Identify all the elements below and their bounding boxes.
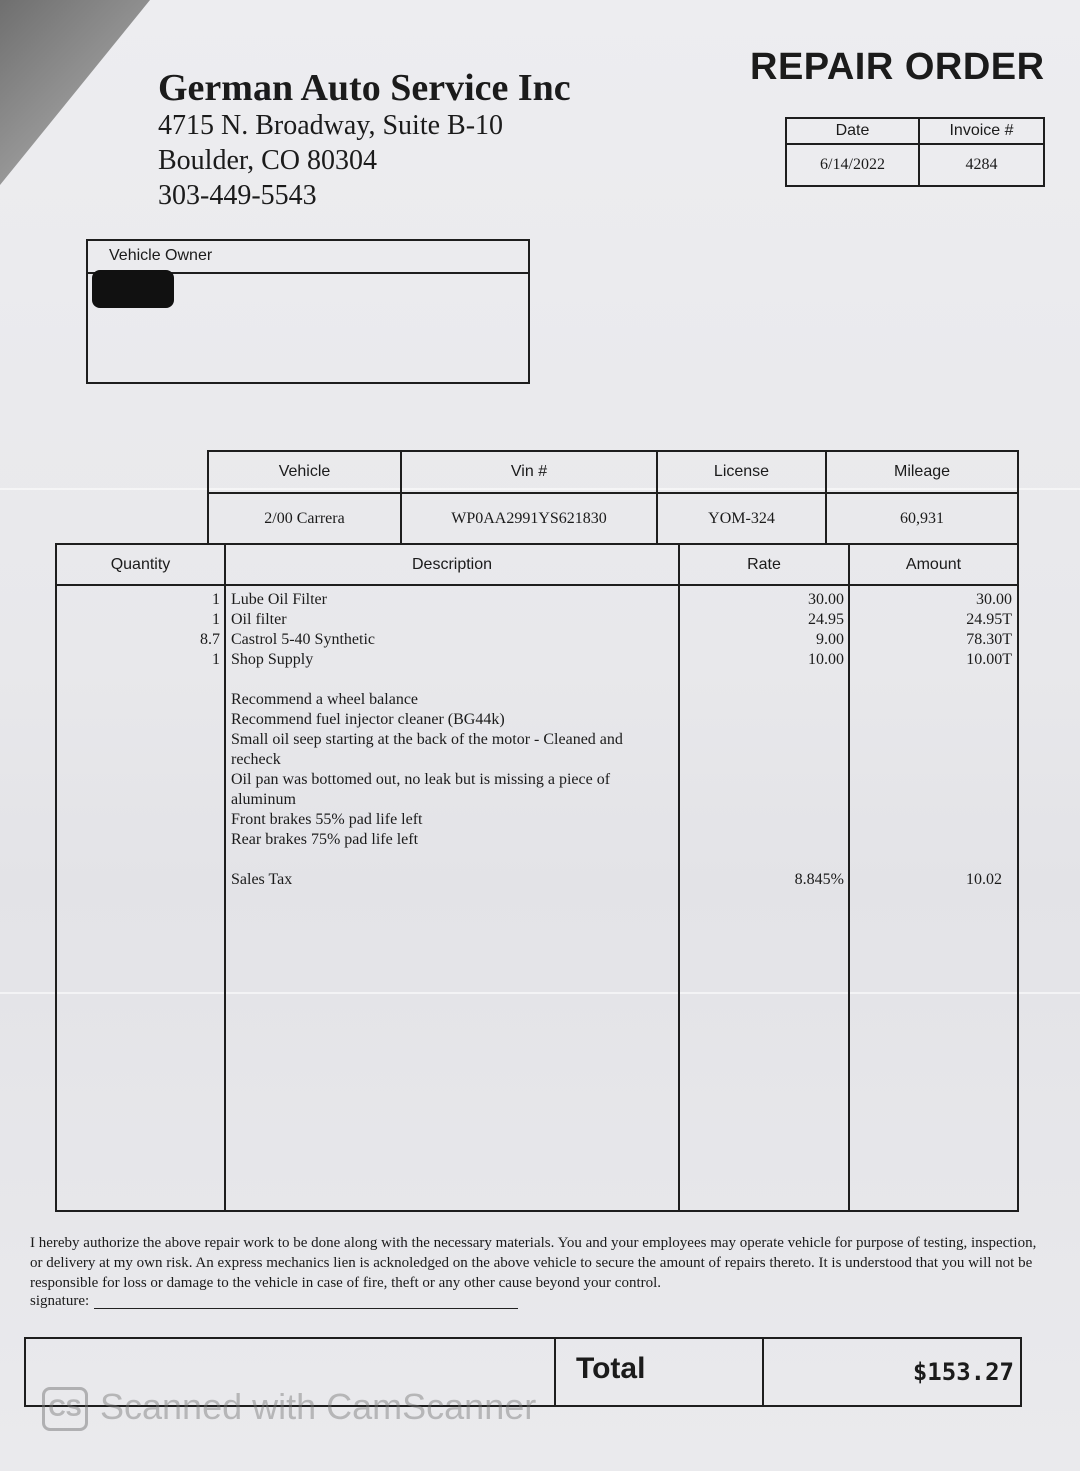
rate-header: Rate (747, 555, 781, 573)
total-value: $153.27 (912, 1358, 1014, 1386)
watermark-text: Scanned with CamScanner (100, 1386, 537, 1427)
amount-header: Amount (905, 555, 962, 573)
redacted-owner-name (92, 270, 174, 308)
row-rate: 30.00 (808, 591, 844, 608)
row-rate: 24.95 (808, 611, 844, 628)
row-quantity: 8.7 (200, 631, 220, 648)
mileage-value: 60,931 (900, 509, 944, 527)
note-line: Recommend a wheel balance (231, 691, 419, 708)
note-line: Recommend fuel injector cleaner (BG44k) (231, 711, 505, 728)
row-quantity: 1 (212, 591, 220, 608)
vin-header: Vin # (510, 463, 548, 480)
row-rate: 9.00 (816, 631, 844, 648)
row-amount: 30.00 (976, 591, 1012, 608)
row-amount: 10.00T (966, 651, 1012, 668)
total-box-divider (554, 1337, 556, 1407)
row-amount: 24.95T (966, 611, 1012, 628)
items-table-divider (678, 543, 680, 1212)
vin-value: WP0AA2991YS621830 (451, 509, 607, 527)
company-address-line2: Boulder, CO 80304 (158, 145, 377, 176)
vehicle-value: 2/00 Carrera (264, 509, 345, 527)
note-line: Rear brakes 75% pad life left (231, 831, 419, 848)
license-value: YOM-324 (708, 509, 775, 527)
sales-tax-amount: 10.02 (966, 871, 1002, 888)
vehicle-owner-label: Vehicle Owner (109, 247, 213, 264)
row-description: Castrol 5-40 Synthetic (231, 631, 375, 648)
authorization-text: I hereby authorize the above repair work to be done along with the necessary materials. You and your employees may operate vehicle for purpose of testing, inspection, or delivery at my own risk. An express mechanics lien is acknoledged on the above vehicle to secure the amount of repairs thereto. It is understood that you will not be responsible for loss or damage to the vehicle in case of fire, theft or any other cause beyond your control. (30, 1235, 1037, 1291)
row-rate: 10.00 (808, 651, 844, 668)
note-line: aluminum (231, 791, 296, 808)
company-address-line1: 4715 N. Broadway, Suite B-10 (158, 110, 504, 141)
row-description: Shop Supply (231, 651, 314, 668)
quantity-header: Quantity (110, 555, 171, 573)
sales-tax-rate: 8.845% (794, 871, 844, 888)
sales-tax-label: Sales Tax (231, 871, 293, 888)
company-name: German Auto Service Inc (158, 67, 571, 109)
note-line: Front brakes 55% pad life left (231, 811, 423, 828)
items-table-divider (848, 543, 850, 1212)
camscanner-watermark (42, 1386, 536, 1431)
invoice-number: 4284 (965, 156, 998, 173)
row-quantity: 1 (212, 651, 220, 668)
signature-line (94, 1308, 518, 1309)
company-phone: 303-449-5543 (158, 180, 317, 211)
note-line: recheck (231, 751, 281, 768)
items-table-divider (224, 543, 226, 1212)
license-header: License (713, 463, 770, 480)
signature-label: signature: (30, 1293, 90, 1309)
items-table-divider (55, 584, 1019, 586)
camscanner-logo-icon: CS (42, 1387, 88, 1431)
row-amount: 78.30T (966, 631, 1012, 648)
description-header: Description (411, 555, 493, 573)
date-value: 6/14/2022 (820, 156, 885, 173)
vehicle-header: Vehicle (278, 463, 331, 480)
row-description: Lube Oil Filter (231, 591, 327, 608)
mileage-header: Mileage (893, 463, 951, 480)
total-label: Total (576, 1352, 646, 1385)
date-label: Date (835, 122, 870, 139)
row-description: Oil filter (231, 611, 287, 628)
document-title: REPAIR ORDER (750, 46, 1045, 88)
note-line: Oil pan was bottomed out, no leak but is missing a piece of (231, 771, 611, 788)
invoice-label: Invoice # (949, 122, 1014, 139)
note-line: Small oil seep starting at the back of the motor - Cleaned and (231, 731, 623, 748)
row-quantity: 1 (212, 611, 220, 628)
